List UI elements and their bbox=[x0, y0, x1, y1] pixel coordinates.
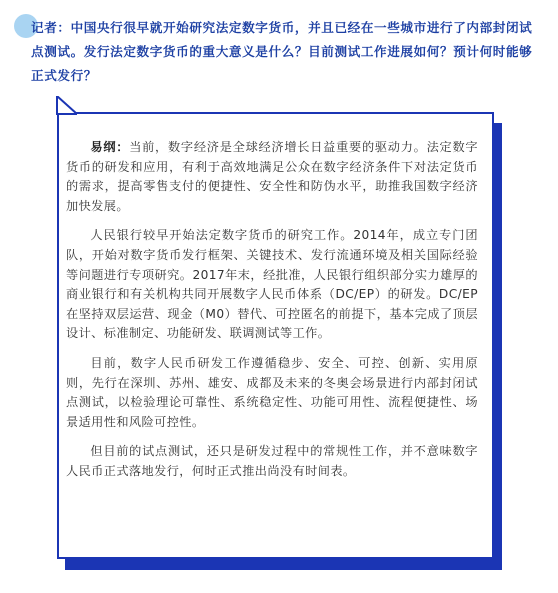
reporter-question bbox=[31, 16, 536, 88]
card-corner-notch bbox=[55, 96, 79, 116]
question-speaker-label: 记者： bbox=[31, 20, 71, 35]
answer-speaker-label: 易纲： bbox=[90, 140, 130, 154]
answer-body bbox=[66, 138, 478, 492]
answer-paragraph-1 bbox=[66, 138, 478, 216]
answer-paragraph-4: 但目前的试点测试，还只是研发过程中的常规性工作，并不意味数字人民币正式落地发行，何时正式推出尚没有时间表。 bbox=[66, 444, 478, 478]
answer-paragraph-3: 目前，数字人民币研发工作遵循稳步、安全、可控、创新、实用原则，先行在深圳、苏州、雄安、成都及未来的冬奥会场景进行内部封闭试点测试，以检验理论可靠性、系统稳定性、功能可用性、流程便捷性、场景适用性和风险可控性。 bbox=[66, 355, 478, 429]
question-text: 中国央行很早就开始研究法定数字货币，并且已经在一些城市进行了内部封闭试点测试。发行法定数字货币的重大意义是什么？目前测试工作进展如何？预计何时能够正式发行？ bbox=[31, 20, 533, 83]
answer-paragraph-1-text: 当前，数字经济是全球经济增长日益重要的驱动力。法定数字货币的研发和应用，有利于高效地满足公众在数字经济条件下对法定货币的需求，提高零售支付的便捷性、安全性和防伪水平，助推我国数字经济加快发展。 bbox=[66, 140, 478, 213]
answer-paragraph-2: 人民银行较早开始法定数字货币的研究工作。2014年，成立专门团队，开始对数字货币发行框架、关键技术、发行流通环境及相关国际经验等问题进行专项研究。2017年末，经批准，人民银行组织部分实力雄厚的商业银行和有关机构共同开展数字人民币体系（DC/EP）的研发。DC/EP在坚持双层运营、现金（M0）替代、可控匿名的前提下，基本完成了顶层设计、标准制定、功能研发、联调测试等工作。 bbox=[66, 228, 478, 341]
